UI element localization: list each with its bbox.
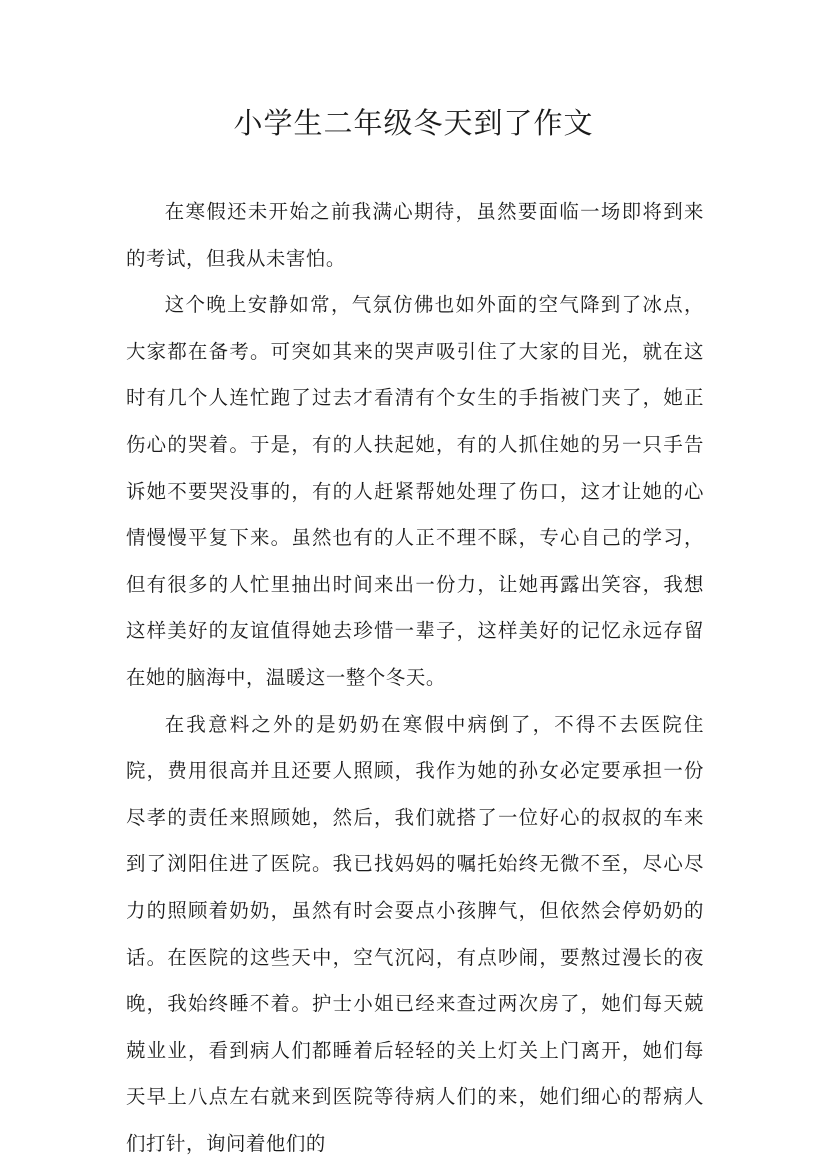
paragraph-1: 在寒假还未开始之前我满心期待，虽然要面临一场即将到来的考试，但我从未害怕。	[126, 200, 704, 270]
paragraph-3: 在我意料之外的是奶奶在寒假中病倒了，不得不去医院住院，费用很高并且还要人照顾，我作为她的孙女必定要承担一份尽孝的责任来照顾她，然后，我们就搭了一位好心的叔叔的车来到了浏阳住进了医院。我已找妈妈的嘱托始终无微不至，尽心尽力的照顾着奶奶，虽然有时会耍点小孩脾气，但依然会停奶奶的话。在医院的这些天中，空气沉闷，有点吵闹，要熬过漫长的夜晚，我始终睡不着。护士小姐已经来查过两次房了，她们每天兢兢业业，看到病人们都睡着后轻轻的关上灯关上门离开，她们每天早上八点左右就来到医院等待病人们的来，她们细心的帮病人们打针，询问着他们的	[126, 712, 704, 1155]
paragraph-2: 这个晚上安静如常，气氛仿佛也如外面的空气降到了冰点，大家都在备考。可突如其来的哭声吸引住了大家的目光，就在这时有几个人连忙跑了过去才看清有个女生的手指被门夹了，她正伤心的哭着。于是，有的人扶起她，有的人抓住她的另一只手告诉她不要哭没事的，有的人赶紧帮她处理了伤口，这才让她的心情慢慢平复下来。虽然也有的人正不理不睬，专心自己的学习，但有很多的人忙里抽出时间来出一份力，让她再露出笑容，我想这样美好的友谊值得她去珍惜一辈子，这样美好的记忆永远存留在她的脑海中，温暖这一整个冬天。	[126, 293, 704, 689]
document-title: 小学生二年级冬天到了作文	[233, 106, 594, 140]
document-body	[126, 189, 704, 1167]
